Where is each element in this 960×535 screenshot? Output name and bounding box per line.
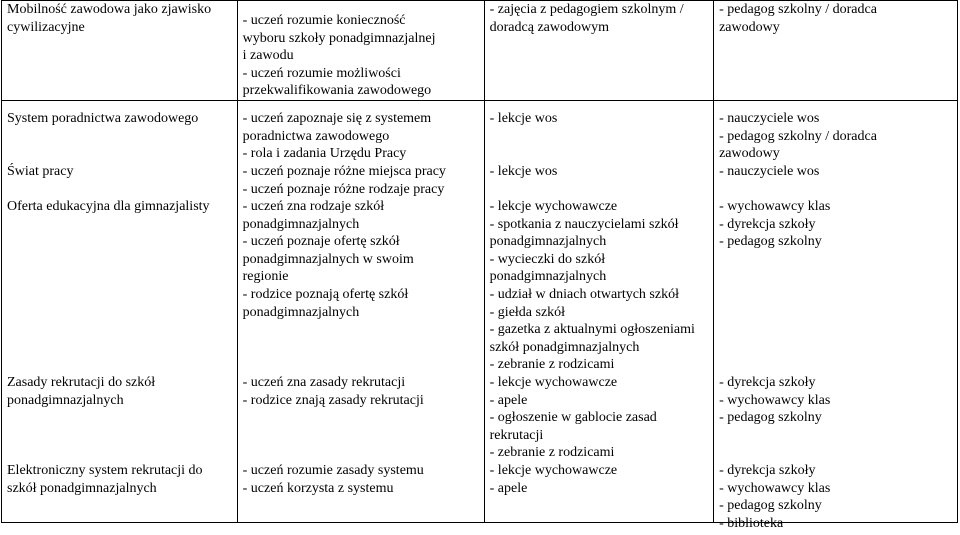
forms-block — [490, 198, 708, 374]
text-line: - uczeń zna zasady rekrutacji — [242, 375, 406, 390]
text-line: cywilizacyjne — [7, 19, 85, 35]
forms-block — [490, 110, 708, 163]
text-line: - pedagog szkolny — [719, 498, 822, 514]
responsible-block — [719, 110, 952, 163]
effects-cell — [237, 101, 484, 523]
forms-block — [490, 374, 708, 462]
text-line: zawodowy — [719, 19, 780, 35]
text-line: - apele — [489, 392, 528, 408]
topic-block — [7, 163, 232, 198]
text-line: rekrutacji — [489, 427, 544, 443]
text-line: - ogłoszenie w gablocie zasad — [489, 410, 657, 426]
text-line: System poradnictwa zawodowego — [7, 111, 199, 126]
text-line: - apele — [489, 480, 528, 496]
text-line: - lekcje wychowawcze — [489, 199, 618, 214]
text-line: Zasady rekrutacji do szkół — [7, 375, 156, 390]
text-line: - spotkania z nauczycielami szkół — [489, 216, 679, 232]
text-line: - wychowawcy klas — [719, 392, 831, 408]
text-line: szkół ponadgimnazjalnych — [489, 339, 640, 355]
text-line: - uczeń rozumie zasady systemu — [242, 463, 424, 478]
text-line: ponadgimnazjalnych — [489, 234, 607, 250]
text-line: - lekcje wychowawcze — [489, 463, 618, 478]
topic-block — [7, 462, 232, 522]
text-line: - uczeń korzysta z systemu — [242, 480, 394, 496]
forms-cell — [484, 101, 713, 523]
text-line: - biblioteka — [719, 515, 784, 531]
responsible-cell — [714, 1, 958, 101]
text-line: - rola i zadania Urzędu Pracy — [242, 146, 407, 162]
effects-block — [243, 110, 479, 163]
responsible-cell — [714, 101, 958, 531]
forms-block — [490, 163, 708, 198]
effects-block — [243, 198, 479, 374]
forms-cell — [484, 1, 713, 101]
effects-block — [243, 462, 479, 522]
text-line: ponadgimnazjalnych w swoim — [242, 251, 414, 267]
text-line: - dyrekcja szkoły — [719, 375, 816, 390]
text-line: doradcą zawodowym — [489, 19, 609, 35]
topic-cell — [2, 1, 238, 101]
text-line: - nauczyciele wos — [719, 111, 820, 126]
forms-block — [490, 462, 708, 522]
topic-block — [7, 198, 232, 374]
text-line: ponadgimnazjalnych — [242, 304, 360, 320]
text-line: Elektroniczny system rekrutacji do — [7, 463, 203, 478]
text-line: - uczeń rozumie konieczność — [242, 13, 406, 29]
topic-cell — [2, 101, 238, 523]
text-line: - udział w dniach otwartych szkół — [489, 286, 679, 302]
text-line: ponadgimnazjalnych — [242, 216, 360, 232]
text-line: Świat pracy — [7, 164, 74, 179]
text-line: - dyrekcja szkoły — [719, 216, 816, 232]
text-line: - zajęcia z pedagogiem szkolnym / — [489, 2, 684, 17]
text-line: - gazetka z aktualnymi ogłoszeniami — [489, 322, 695, 338]
text-line: - uczeń zapoznaje się z systemem — [242, 111, 432, 126]
text-line: - pedagog szkolny / doradca — [719, 128, 877, 144]
text-line: - pedagog szkolny — [719, 234, 822, 250]
text-line: - wychowawcy klas — [719, 199, 831, 214]
text-line: - wycieczki do szkół — [489, 251, 606, 267]
text-line: Mobilność zawodowa jako zjawisko — [7, 2, 212, 17]
text-line: - uczeń zna rodzaje szkół — [242, 199, 385, 214]
topic-block — [7, 374, 232, 462]
career-plan-table — [1, 0, 958, 531]
text-line: - uczeń rozumie możliwości — [242, 65, 401, 81]
text-line: przekwalifikowania zawodowego — [242, 83, 432, 99]
text-line: wyboru szkoły ponadgimnazjalnej — [242, 30, 436, 46]
table-row — [2, 1, 958, 101]
text-line: ponadgimnazjalnych — [489, 269, 607, 285]
text-line: - zebranie z rodzicami — [489, 445, 615, 461]
text-line: szkół ponadgimnazjalnych — [7, 480, 157, 496]
effects-cell — [237, 1, 484, 101]
text-line: - pedagog szkolny — [719, 410, 822, 426]
responsible-block — [719, 374, 952, 462]
table-row — [2, 101, 958, 523]
effects-block — [243, 163, 479, 198]
responsible-block — [719, 163, 952, 198]
text-line: - rodzice poznają ofertę szkół — [242, 286, 409, 302]
text-line: - lekcje wos — [489, 164, 558, 179]
text-line: - uczeń poznaje różne rodzaje pracy — [242, 181, 445, 197]
text-line: - uczeń poznaje różne miejsca pracy — [242, 164, 446, 179]
text-line: - pedagog szkolny / doradca — [719, 2, 877, 17]
text-line: ponadgimnazjalnych — [7, 392, 124, 408]
text-line: - lekcje wos — [489, 111, 558, 126]
text-line: - giełda szkół — [489, 304, 566, 320]
text-line: - zebranie z rodzicami — [489, 357, 615, 373]
text-line: zawodowy — [719, 146, 780, 162]
responsible-block — [719, 198, 952, 374]
topic-block — [7, 110, 232, 163]
text-line: - rodzice znają zasady rekrutacji — [242, 392, 424, 408]
text-line: - dyrekcja szkoły — [719, 463, 816, 478]
effects-block — [243, 374, 479, 462]
text-line: poradnictwa zawodowego — [242, 128, 390, 144]
responsible-block — [719, 462, 952, 531]
text-line: Oferta edukacyjna dla gimnazjalisty — [7, 199, 210, 214]
text-line: - lekcje wychowawcze — [489, 375, 618, 390]
text-line: - nauczyciele wos — [719, 164, 820, 179]
text-line: i zawodu — [242, 48, 294, 64]
text-line: regionie — [242, 269, 289, 285]
text-line: - wychowawcy klas — [719, 480, 831, 496]
text-line: - uczeń poznaje ofertę szkół — [242, 234, 400, 250]
